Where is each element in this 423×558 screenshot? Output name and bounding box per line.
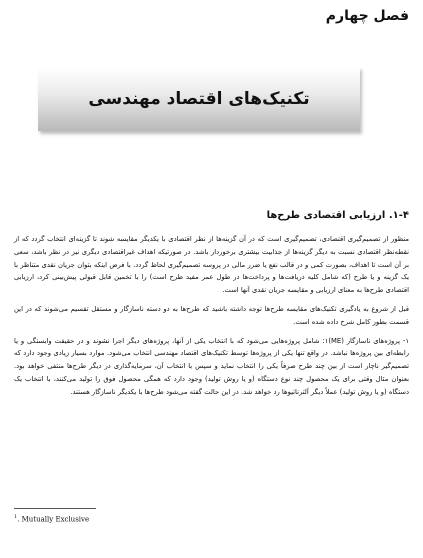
footnote: $^1$. Mutually Exclusive — [14, 514, 90, 524]
body-text — [14, 233, 409, 405]
chapter-title: فصل چهارم — [325, 8, 409, 24]
paragraph-2: قبل از شروع به یادگیری تکنیک‌های مقایسه طرح‌ها توجه داشته باشید که طرح‌ها به دو دسته ناسازگار و مستقل تقسیم می‌شوند که در این قسمت بطور کامل شرح داده شده است. — [14, 304, 409, 326]
footnote-divider — [14, 508, 96, 509]
chapter-banner — [38, 67, 360, 131]
footnote-text: Mutually Exclusive — [21, 515, 90, 524]
paragraph-1: منظور از تصمیم‌گیری اقتصادی، تصمیم‌گیری است که در آن گزینه‌ها از نظر اقتصادی با یکدیگر مقایسه شوند تا گزینه‌ای انتخاب گردد که از نقطه‌نظر اقتصادی نسبت به دیگر گزینه‌ها از جذابیت بیشتری برخوردار باشد. در صورتیکه اهداف غیراقتصادی دیگری نیز در نظر باشد، سعی بر آن است تا اهداف، بصورت کمی و در قالب نفع یا ضرر مالی در پروسه تصمیم‌گیری لحاظ گردد. با فرض اینکه بتوان جریان نقدی متناظر با یک گزینه و یا طرح (که شامل کلیه دریافت‌ها و پرداخت‌ها در طول عمر مفید طرح است) را با تخمین قابل قبولی پیش‌بینی کرد، ارزیابی اقتصادی طرح‌ها به معنای ارزیابی و مقایسه جریان نقدی آنها است. — [14, 235, 409, 295]
paragraph-3: ۱- پروژه‌های ناسازگار (ME)۱: شامل پروژه‌هایی می‌شود که با انتخاب یکی از آنها، پروژه‌های دیگر اجرا نشوند و در حقیقت وابستگی و یا رابطه‌ای بین پروژه‌ها نباشد. در واقع تنها یکی از پروژه‌ها توسط تکنیک‌های اقتصاد مهندسی انتخاب می‌شود. موارد بسیار زیادی وجود دارد که تصمیم‌گیر ناچار است از بین چند طرح صرفاً یکی را انتخاب نماید و سپس با انتخاب آن، سرمایه‌گذاری در دیگر طرح‌ها منتفی خواهد بود. بعنوان مثال وقتی برای یک محصول چند نوع دستگاه (و یا روش تولید) وجود دارد که همگی محصول فوق را تولید می‌کنند، با انتخاب یک دستگاه (و یا روش تولید) عملاً دیگر آلترناتیوها رد خواهد شد. در این حالت گفته می‌شود طرح‌ها با یکدیگر ناسازگار هستند. — [14, 336, 409, 396]
section-heading: ۱-۴. ارزیابی اقتصادی طرح‌ها — [266, 210, 409, 221]
footnote-marker: 1 — [14, 514, 18, 520]
banner-title: تکنیک‌های اقتصاد مهندسی — [88, 89, 310, 109]
